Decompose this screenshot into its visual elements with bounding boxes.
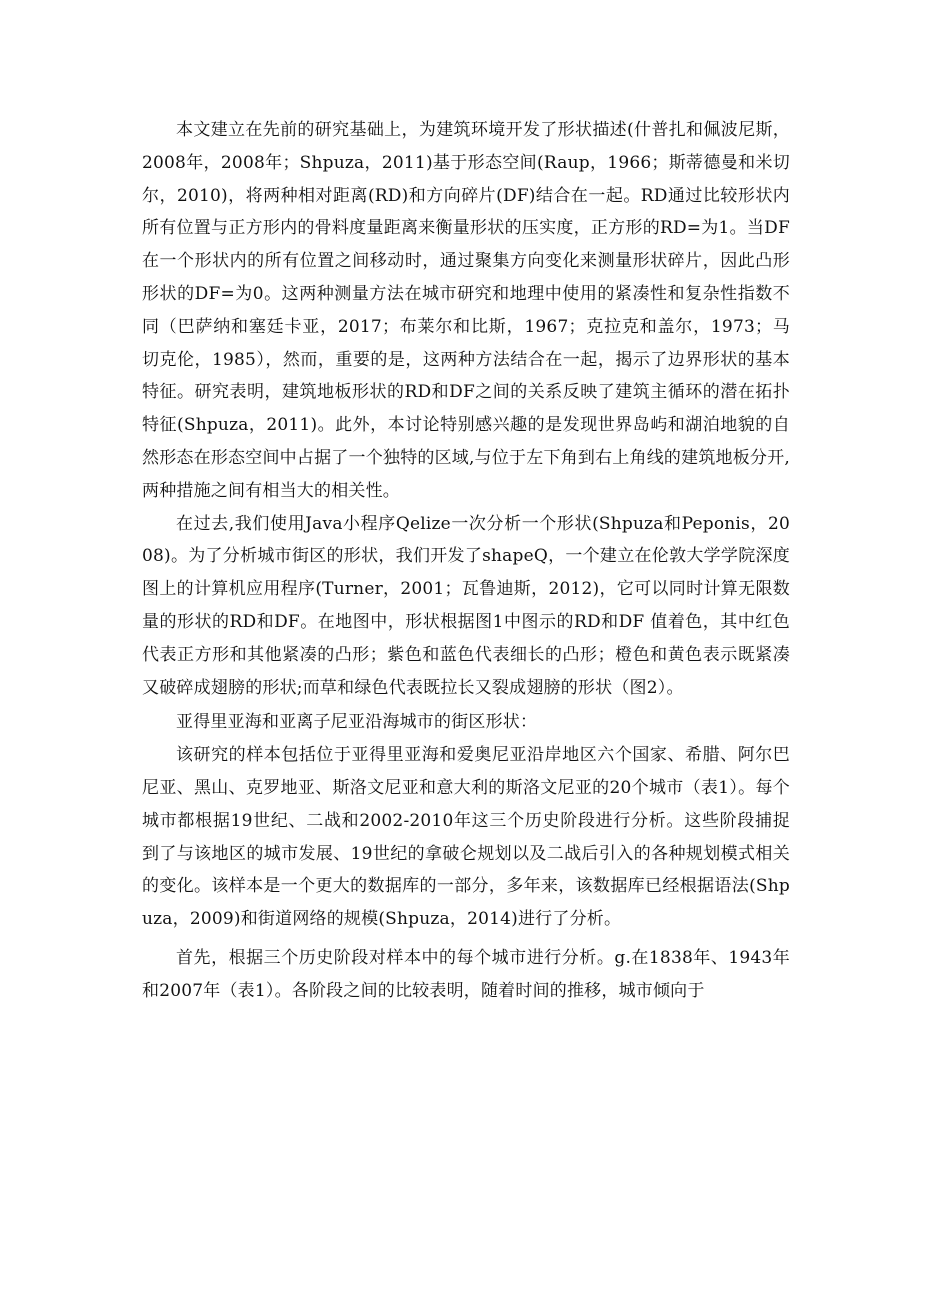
paragraph-shape-description-intro: 本文建立在先前的研究基础上，为建筑环境开发了形状描述(什普扎和佩波尼斯，2008年，2008年；Shpuza，2011)基于形态空间(Raup，1966；斯蒂德曼和米切尔，2010)，将两种相对距离(RD)和方向碎片(DF)结合在一起。RD通过比较形状内所有位置与正方形内的骨料度量距离来衡量形状的压实度，正方形的RD=为1。当DF在一个形状内的所有位置之间移动时，通过聚集方向变化来测量形状碎片，因此凸形形状的DF=为0。这两种测量方法在城市研究和地理中使用的紧凑性和复杂性指数不同（巴萨纳和塞廷卡亚，2017；布莱尔和比斯，1967；克拉克和盖尔，1973；马切克伦，1985），然而，重要的是，这两种方法结合在一起，揭示了边界形状的基本特征。研究表明，建筑地板形状的RD和DF之间的关系反映了建筑主循环的潜在拓扑特征(Shpuza，2011)。此外，本讨论特别感兴趣的是发现世界岛屿和湖泊地貌的自然形态在形态空间中占据了一个独特的区域,与位于左下角到右上角线的建筑地板分开,两种措施之间有相当大的相关性。 [142,120,790,501]
paragraph-shapeq-method: 在过去,我们使用Java小程序Qelize一次分析一个形状(Shpuza和Peponis，2008)。为了分析城市街区的形状，我们开发了shapeQ，一个建立在伦敦大学学院深度图上的计算机应用程序(Turner，2001；瓦鲁迪斯，2012)，它可以同时计算无限数量的形状的RD和DF。在地图中，形状根据图1中图示的RD和DF 值着色，其中红色代表正方形和其他紧凑的凸形；紫色和蓝色代表细长的凸形；橙色和黄色表示既紧凑又破碎成翅膀的形状;而草和绿色代表既拉长又裂成翅膀的形状（图2）。 [142,513,790,698]
paragraph-section-heading: 亚得里亚海和亚离子尼亚沿海城市的街区形状： [176,712,538,733]
paragraph-historical-analysis: 首先，根据三个历史阶段对样本中的每个城市进行分析。g.在1838年、1943年和2007年（表1）。各阶段之间的比较表明，随着时间的推移，城市倾向于 [142,947,790,1001]
paragraph-sample-description: 该研究的样本包括位于亚得里亚海和爱奥尼亚沿岸地区六个国家、希腊、阿尔巴尼亚、黑山、克罗地亚、斯洛文尼亚和意大利的斯洛文尼亚的20个城市（表1）。每个城市都根据19世纪、二战和2002-2010年这三个历史阶段进行分析。这些阶段捕捉到了与该地区的城市发展、19世纪的拿破仑规划以及二战后引入的各种规划模式相关的变化。该样本是一个更大的数据库的一部分，多年来，该数据库已经根据语法(Shpuza，2009)和街道网络的规模(Shpuza，2014)进行了分析。 [142,745,790,930]
document-page [142,114,790,1008]
